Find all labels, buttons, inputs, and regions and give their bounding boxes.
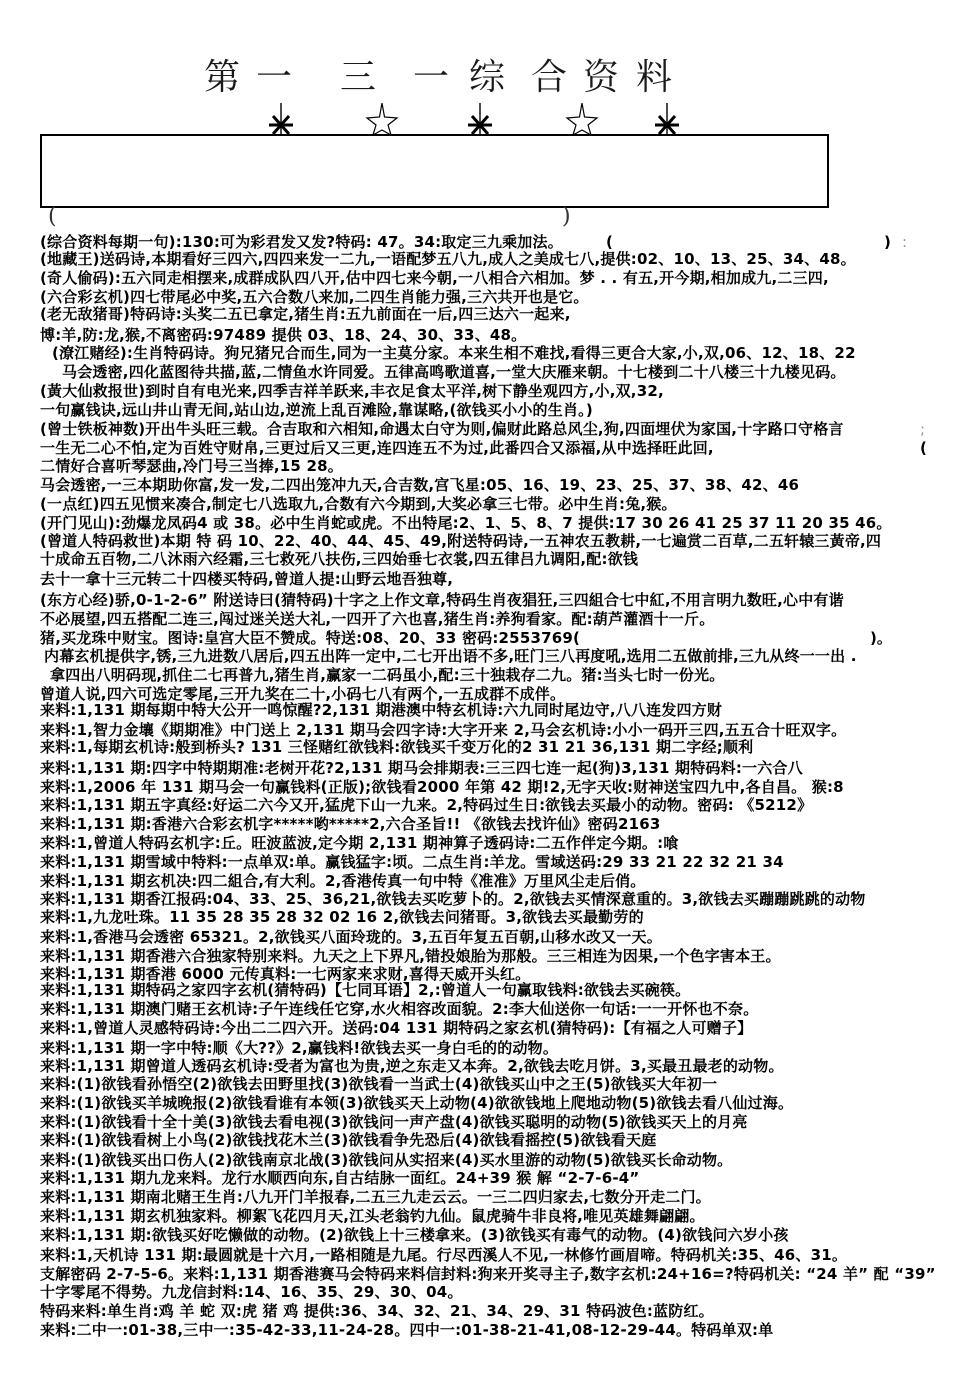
title-char: 资 bbox=[583, 57, 620, 98]
text-line: 来料:1,智力金壤《期期准》中门送上 2,131 期马会四字诗:大字开来 2,马会玄机诗:小小一码开三四,五五合十旺双字。 bbox=[40, 721, 847, 739]
title-char: 合 bbox=[531, 57, 568, 98]
text-line: 来料:1,香港马会透密 65321。2,欲钱买八面玲珑的。3,五百年复五百朝,山移水改又一天。 bbox=[40, 928, 662, 946]
text-line: 来料:1,九龙吐珠。11 35 28 35 28 32 02 16 2,欲钱去问猪哥。3,欲钱去买最勤劳的 bbox=[40, 908, 644, 926]
text-line: 来料:(1)欲钱看树上小鸟(2)欲钱找花木兰(3)欲钱看争先恐后(4)欲钱看摇控(5)欲钱看天庭 bbox=[40, 1131, 657, 1149]
text-line: 来料:1,131 期曾道人透码玄机诗:受者为富也为贵,逆之东走又本奔。2,欲钱去吃月饼。3,买最丑最老的动物。 bbox=[40, 1057, 784, 1075]
text-line: 来料:二中一:01-38,三中一:35-42-33,11-24-28。四中一:01-38-21-41,08-12-29-44。特码单双:单 bbox=[40, 1321, 774, 1339]
text-line: (地藏王)送码诗,本期看好三四六,四四来发一二九,一语配梦五八九,成人之美成七八,提供:02、10、13、25、34、48。 bbox=[40, 250, 856, 268]
text-line: 来料:1,曾道人特码玄机字:丘。旺波蓝波,定今期 2,131 期神算子透码诗:二五作伴定今期。:喰 bbox=[40, 834, 679, 852]
text-line: 来料:1,131 期:四字中特期期准:老树开花?2,131 期马会排期表:三三四七连一起(狗)3,131 期特码料:一六合八 bbox=[40, 759, 803, 777]
asterisk-icon bbox=[264, 103, 298, 135]
text-line: 马会透密,四化蓝图待共描,蓝,二情鱼水许同爱。五律高鸣歌道喜,一堂大庆雁来朝。十七楼到二十八楼三十九楼见码。 bbox=[62, 363, 846, 381]
text-line: 支解密码 2-7-5-6。来料:1,131 期香港赛马会特码来料信封料:狗来开奖寻主子,数字玄机:24+16=?特码机关: “24 羊” 配 “39” bbox=[40, 1265, 936, 1283]
text-line: 十成命五百物,二八沐雨六经霜,三七救死八扶伤,三四始垂七衣裳,四五律吕九调阳,配:欲钱 bbox=[40, 550, 639, 568]
asterisk-icon bbox=[650, 103, 684, 135]
blank-open-paren: ( bbox=[606, 233, 613, 251]
text-line: 来料:1,131 期南北赌王生肖:八九开门羊报春,二五三九走云云。一三二四归家去,七数分开走二门。 bbox=[40, 1188, 711, 1206]
title-char: 料 bbox=[636, 57, 673, 98]
text-line: 去十一拿十三元转二十四楼买特码,曾道人提:山野云地吾独尊, bbox=[40, 570, 454, 588]
text-line: 二情好合喜听琴瑟曲,冷门号三当捧,15 28。 bbox=[40, 457, 343, 475]
text-line: (曾士铁板神数)开出牛头旺三载。合吉取和六相知,命遇太白守为则,偏财此路总风尘,狗,四面埋伏为家国,十字路口守格言 bbox=[40, 420, 844, 438]
text-line: (奇人偷码):五六同走相摆来,成群成队四八开,估中四七来今朝,一八相合六相加。梦 . . 有五,开今期,相加成九,二三四, bbox=[40, 269, 829, 287]
text-line: 来料:1,曾道人灵感特码诗:今出二二四六开。送码:04 131 期特码之家玄机(猜特码):【有福之人可赠子】 bbox=[40, 1019, 753, 1037]
stray-mark: : bbox=[902, 233, 908, 251]
text-line: (曾道人特码救世)本期 特 码 10、22、40、44、45、49,附送特码诗,一五神农五教耕,一七遍赏二百草,二五轩辕三黃帝,四 bbox=[40, 532, 882, 550]
outline-star-icon bbox=[565, 103, 599, 135]
asterisk-icon bbox=[463, 103, 497, 135]
title-char: 综 bbox=[469, 57, 506, 98]
text-line: 来料:1,131 期香港六合独家特别来料。九天之上下界凡,错投娘胎为那般。三三相连为因果,一个色字害本王。 bbox=[40, 947, 781, 965]
banner-paren-left: ( bbox=[48, 204, 57, 229]
text-line: 来料:1,131 期香江报码:04、33、25、36,21,欲钱去买吃萝卜的。2,欲钱去买情深意重的。3,欲钱去买蹦蹦跳跳的动物 bbox=[40, 890, 866, 908]
text-line: 一句赢钱诀,远山井山青无间,站山边,逆流上乱百滩险,靠谋略,(欲钱买小小的生肖。) bbox=[40, 401, 593, 419]
text-line: 来料:1,131 期:香港六合彩玄机字*****哟*****2,六合圣旨!! 《欲钱去找许仙》密码2163 bbox=[40, 815, 661, 833]
banner-box bbox=[40, 134, 829, 208]
text-line: 特码来料:单生肖:鸡 羊 蛇 双:虎 猪 鸡 提供:36、34、32、21、34、29、31 特码波色:蓝防红。 bbox=[40, 1302, 714, 1320]
text-line: 猪,买龙珠中财宝。图诗:皇宫大臣不赞成。特送:08、20、33 密码:2553769( bbox=[40, 629, 581, 647]
text-line: 来料:1,131 期香港 6000 元传真料:一七两家来求财,喜得天威开头红。 bbox=[40, 965, 531, 983]
banner-paren-right: ) bbox=[562, 204, 571, 229]
text-line: 不必展望,四五搭配二连三,闯过迷关送大礼,一四开了六也喜,猪生肖:养狗看家。配:葫芦灌酒十一斤。 bbox=[40, 610, 715, 628]
text-line: (一点红)四五见惯来凑合,制定七八选取九,合数有六今期到,大奖必拿三七带。必中生肖:兔,猴。 bbox=[40, 495, 677, 513]
text-line: (东方心经)骄,0-1-2-6” 附送诗曰(猜特码)十字之上作文章,特码生肖夜猖狂,三四組合七中紅,不用言明九数旺,心中有谐 bbox=[40, 591, 844, 609]
text-line: 一生无二心不怕,定为百姓守财帛,三更过后又三更,连四连五不为过,此番四合又添福,从中选择旺此回, bbox=[40, 439, 714, 457]
text-line: 内幕玄机提供字,锈,三九进数八居后,四五出阵一定中,二七开出语不多,旺门三八再度吼,选用二五做前排,三九从终一一出 . bbox=[44, 647, 857, 665]
title-char: 一 bbox=[413, 57, 450, 98]
text-line: 来料:1,131 期澳门赌王玄机诗:子午连线任它穿,水火相容改面貌。2:李大仙送你一句话:一一开怀也不奈。 bbox=[40, 1000, 759, 1018]
blank-close-paren: )。 bbox=[870, 629, 892, 647]
text-line: 来料:1,131 期:欲钱买好吃懒做的动物。(2)欲钱上十三楼拿来。(3)欲钱买有毒气的动物。(4)欲钱问六岁小孩 bbox=[40, 1226, 789, 1244]
text-line: 来料:1,每期玄机诗:般到桥头? 131 三怪赌红欲钱料:欲钱买千变万化的2 31 21 36,131 期二字经;顺利 bbox=[40, 738, 754, 756]
text-line: 马会透密,一三本期助你富,发一发,二四出笼冲九天,合吉数,宫飞星:05、16、19、23、25、37、38、42、46 bbox=[40, 476, 800, 494]
text-line: 来料:1,131 期九龙来料。龙行水顺西向东,自古结脉一面红。24+39 猴 解 “2-7-6-4” bbox=[40, 1169, 640, 1187]
text-line: 来料:1,131 期雪域中特料:一点单双:单。赢钱猛字:顷。二点生肖:羊龙。雪域送码:29 33 21 22 32 21 34 bbox=[40, 853, 784, 871]
text-line: (潦江赌经):生肖特码诗。狗兄猪兄合而生,同为一主莫分家。本来生相不难找,看得三更合大家,小,双,06、12、18、22 bbox=[52, 344, 856, 362]
text-line: 来料:1,131 期一字中特:顺《大??》2,赢钱料!欲钱去买一身白毛的的动物。 bbox=[40, 1039, 559, 1057]
text-line: 来料:1,131 期玄机独家料。柳絮飞花四月天,江头老翁钓九仙。鼠虎骑牛非良将,唯见英雄舞翩翩。 bbox=[40, 1207, 705, 1225]
text-line: 博:羊,防:龙,猴,不离密码:97489 提供 03、18、24、30、33、48。 bbox=[40, 326, 527, 344]
outline-star-icon bbox=[365, 103, 399, 135]
text-line: 来料:(1)欲钱看十全十美(3)欲钱去看电视(3)欲钱问一声产盘(4)欲钱买聪明的动物(5)欲钱买天上的月亮 bbox=[40, 1113, 748, 1131]
title-char: 第 bbox=[204, 57, 241, 98]
text-line: 来料:(1)欲钱买羊城晚报(2)欲钱看谁有本领(3)欲钱买天上动物(4)欲欲钱地上爬地动物(5)欲钱去看八仙过海。 bbox=[40, 1094, 794, 1112]
text-line: 来料:1,131 期玄机决:四二組合,有大利。2,香港传真一句中特《准准》万里风尘走后俏。 bbox=[40, 872, 646, 890]
text-line: 来料:1,天机诗 131 期:最圆就是十六月,一路相随是九尾。行尽西溪人不见,一林修竹画眉啼。特码机关:35、46、31。 bbox=[40, 1246, 848, 1264]
text-line: 十字零尾不得势。九龙信封料:14、16、35、29、30、04。 bbox=[40, 1283, 463, 1301]
text-line: (综合资料每期一句):130:可为彩君发又发?特码: 47。34:取定三九乘加法。 bbox=[40, 233, 563, 251]
text-line: 曾道人说,四六可选定零尾,三开九奖在二十,小码七八有两个,一五成群不成伴。 bbox=[40, 685, 566, 703]
text-line: 来料:1,131 期每期中特大公开一鸣惊醒?2,131 期港澳中特玄机诗:六九同时尾边守,八八连发四方财 bbox=[40, 701, 723, 719]
text-line: 拿四出八明码现,抓住二七再普九,猪生肖,赢家一二码虽小,配:三十独栽存二九。猪:当头七时一份光。 bbox=[50, 666, 725, 684]
text-line: 来料:(1)欲钱看孙悟空(2)欲钱去田野里找(3)欲钱看一当武士(4)欲钱买山中之王(5)欲钱买大年初一 bbox=[40, 1075, 718, 1093]
title-char: 三 bbox=[340, 57, 377, 98]
text-line: 来料:1,2006 年 131 期马会一句赢钱料(正版);欲钱看2000 年第 42 期!2,无字天收:财神送宝四九中,各自昌。 猴:8 bbox=[40, 778, 844, 796]
blank-close-paren: ) bbox=[884, 233, 891, 251]
text-line: (老无敌猪哥)特码诗:头奖二五已拿定,猪生肖:五九前面在一后,四三达六一起来, bbox=[40, 305, 571, 323]
text-line: (六合彩玄机)四七带尾必中奖,五六合数八来加,二四生肖能力强,三六共开也是它。 bbox=[40, 288, 589, 306]
text-line: (开门见山):劲爆龙凤码4 或 38。必中生肖蛇或虎。不出特尾:2、1、5、8、7 提供:17 30 26 41 25 37 11 20 35 46。 bbox=[40, 514, 892, 532]
title-char: 一 bbox=[256, 57, 293, 98]
text-line: 来料:1,131 期特码之家四字玄机(猜特码)【七同耳语】2,:曾道人一句赢取钱料:欲钱去买碗筷。 bbox=[40, 981, 691, 999]
blank-open-paren: ( bbox=[920, 439, 927, 457]
text-line: 来料:1,131 期五字真经:好运二六今又开,猛虎下山一九来。2,特码过生日:欲钱去买最小的动物。密码: 《5212》 bbox=[40, 796, 813, 814]
stray-mark: ; bbox=[920, 420, 926, 438]
text-line: (黃大仙救报世)到时自有电光来,四季吉祥羊跃来,丰衣足食太平洋,树下静坐观四方,小,双,32, bbox=[40, 382, 664, 400]
text-line: 来料:(1)欲钱买出口伤人(2)欲钱南京北战(3)欲钱问从实招来(4)买水里游的动物(5)欲钱买长命动物。 bbox=[40, 1151, 733, 1169]
